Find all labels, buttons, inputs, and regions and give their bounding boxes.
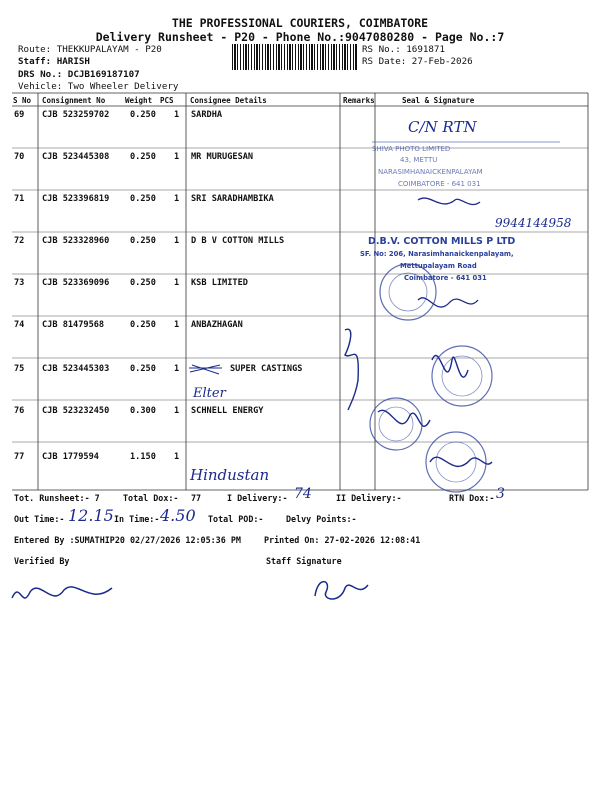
rs-no: RS No.: 1691871	[362, 44, 445, 55]
row-sno: 77	[14, 452, 25, 462]
round-stamp-3	[370, 398, 422, 450]
company-name: THE PROFESSIONAL COURIERS, COIMBATORE	[171, 16, 429, 30]
col-sno: S No	[13, 96, 32, 105]
row-consignment: CJB 523232450	[42, 406, 110, 416]
dbv-stamp-addr: SF. No: 206, Narasimhanaickenpalayam,	[360, 250, 514, 258]
row-consignment: CJB 1779594	[42, 452, 99, 462]
row-consignment: CJB 523328960	[42, 236, 110, 246]
row-weight: 0.250	[130, 110, 156, 120]
row-consignee: D B V COTTON MILLS	[191, 236, 285, 246]
printed-on: Printed On: 27-02-2026 12:08:41	[264, 535, 421, 545]
route: Route: THEKKUPALAYAM - P20	[18, 44, 162, 55]
handwritten-hindustan: Hindustan	[190, 466, 270, 484]
row-consignee: ANBAZHAGAN	[191, 320, 243, 330]
signature-scribble	[430, 457, 492, 466]
row-weight: 0.250	[130, 236, 156, 246]
round-stamp-4	[426, 432, 486, 492]
row-pcs: 1	[174, 320, 180, 330]
row-weight: 0.250	[130, 194, 156, 204]
col-consignment: Consignment No	[42, 96, 106, 105]
i-delivery-label: I Delivery:-	[227, 493, 288, 503]
row-weight: 0.300	[130, 406, 156, 416]
row-pcs: 1	[174, 452, 180, 462]
row-consignee: SCHNELL ENERGY	[191, 406, 264, 416]
dbv-stamp-road: Mettupalayam Road	[400, 262, 477, 270]
row-sno: 73	[14, 278, 25, 288]
handwritten-elter: Elter	[193, 386, 226, 401]
col-pcs: PCS	[160, 96, 174, 105]
row-pcs: 1	[174, 194, 180, 204]
drs-no: DRS No.: DCJB169187107	[18, 69, 140, 80]
sheet-title: Delivery Runsheet - P20 - Phone No.:9047080280 - Page No.:7	[95, 30, 505, 44]
in-time-value: 4.50	[160, 506, 196, 525]
row-consignment: CJB 523369096	[42, 278, 110, 288]
handwritten-phone: 9944144958	[495, 216, 572, 230]
vehicle: Vehicle: Two Wheeler Delivery	[18, 81, 179, 92]
total-dox-label: Total Dox:-	[123, 493, 179, 503]
row-weight: 0.250	[130, 152, 156, 162]
row-consignment: CJB 523259702	[42, 110, 110, 120]
staff-signature-mark	[315, 582, 368, 599]
stamp-line: 43, METTU	[400, 156, 438, 164]
strike-mark	[189, 365, 222, 374]
row-pcs: 1	[174, 364, 180, 374]
col-weight: Weight	[125, 96, 153, 105]
row-consignment: CJB 523445303	[42, 364, 110, 374]
row-consignment: CJB 523445308	[42, 152, 110, 162]
dbv-stamp-name: D.B.V. COTTON MILLS P LTD	[368, 236, 516, 247]
delvy-points-label: Delvy Points:-	[286, 514, 357, 524]
in-time-label: In Time:-	[114, 514, 160, 524]
row-consignee: MR MURUGESAN	[191, 152, 254, 162]
entered-by: Entered By :SUMATHIP20 02/27/2026 12:05:36 PM	[14, 535, 241, 545]
total-pod-label: Total POD:-	[208, 514, 264, 524]
stamp-line: SHIVA PHOTO LIMITED	[372, 145, 451, 153]
row-sno: 71	[14, 194, 25, 204]
row-weight: 0.250	[130, 278, 156, 288]
handwritten-rtn: C/N RTN	[408, 118, 477, 136]
row-sno: 70	[14, 152, 25, 162]
row-sno: 72	[14, 236, 25, 246]
row-pcs: 1	[174, 110, 180, 120]
col-consignee: Consignee Details	[190, 96, 267, 105]
row-consignee: SARDHA	[191, 110, 223, 120]
total-dox-value: 77	[191, 493, 202, 503]
row-consignee: SRI SARADHAMBIKA	[191, 194, 274, 204]
rtn-dox-value: 3	[496, 486, 505, 502]
row-sno: 75	[14, 364, 25, 374]
verified-signature	[12, 587, 112, 598]
row-sno: 76	[14, 406, 25, 416]
round-stamp-1	[380, 264, 436, 320]
rtn-dox-label: RTN Dox:-	[449, 493, 495, 503]
out-time-label: Out Time:-	[14, 514, 65, 524]
dbv-stamp-city: Coimbatore - 641 031	[404, 274, 487, 282]
tot-runsheet: Tot. Runsheet:- 7	[14, 493, 100, 503]
staff-signature-label: Staff Signature	[266, 556, 342, 566]
stamp-line: NARASIMHANAICKENPALAYAM	[378, 168, 483, 176]
row-sno: 69	[14, 110, 25, 120]
row-consignee: SUPER CASTINGS	[230, 364, 303, 374]
signature-scribble	[418, 298, 478, 307]
staff: Staff: HARISH	[18, 56, 90, 67]
out-time-value: 12.15	[68, 506, 114, 525]
ii-delivery-label: II Delivery:-	[336, 493, 402, 503]
row-weight: 0.250	[130, 320, 156, 330]
row-consignment: CJB 523396819	[42, 194, 110, 204]
col-remarks: Remarks	[343, 96, 375, 105]
signature-scribble	[418, 198, 480, 204]
row-sno: 74	[14, 320, 25, 330]
row-weight: 1.150	[130, 452, 156, 462]
signature-scribble	[345, 329, 358, 410]
row-consignment: CJB 81479568	[42, 320, 105, 330]
col-seal: Seal & Signature	[402, 96, 475, 105]
verified-by-label: Verified By	[14, 556, 70, 566]
row-consignee: KSB LIMITED	[191, 278, 248, 288]
row-pcs: 1	[174, 152, 180, 162]
row-pcs: 1	[174, 406, 180, 416]
stamp-line: COIMBATORE - 641 031	[398, 180, 481, 188]
row-weight: 0.250	[130, 364, 156, 374]
i-delivery-value: 74	[294, 486, 312, 502]
rs-date: RS Date: 27-Feb-2026	[362, 56, 473, 67]
row-pcs: 1	[174, 236, 180, 246]
row-pcs: 1	[174, 278, 180, 288]
